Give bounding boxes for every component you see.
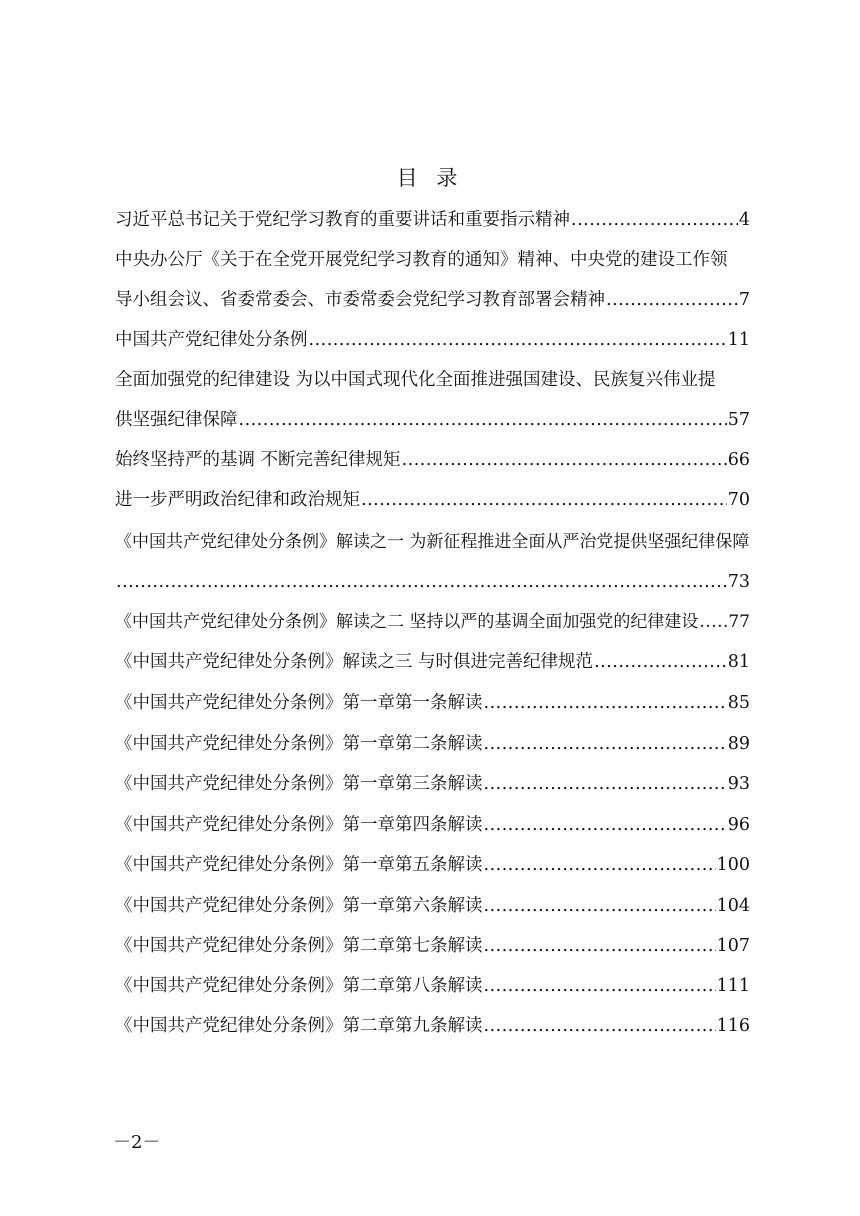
toc-entry-page: 81	[727, 652, 750, 672]
toc-entry-title: 始终坚持严的基调 不断完善纪律规矩	[115, 450, 401, 470]
toc-entry-title: 中国共产党纪律处分条例	[115, 330, 308, 350]
toc-entry-page: 96	[727, 815, 750, 835]
toc-entry[interactable]	[115, 886, 750, 926]
toc-entry[interactable]	[115, 200, 750, 240]
toc-leader-dots	[484, 724, 727, 764]
toc-entry-page: 104	[716, 896, 750, 916]
toc-leader-dots	[484, 805, 727, 845]
toc-leader-dots	[594, 642, 727, 682]
toc-entry[interactable]	[115, 1006, 750, 1046]
toc-entry-title: 《中国共产党纪律处分条例》第一章第五条解读	[115, 855, 483, 875]
toc-leader-dots	[116, 562, 727, 602]
toc-entry[interactable]	[115, 926, 750, 966]
toc-leader-dots	[484, 764, 727, 804]
toc-leader-dots	[571, 200, 738, 240]
toc-entry-title: 《中国共产党纪律处分条例》第一章第一条解读	[115, 693, 483, 713]
toc-entry[interactable]	[115, 320, 750, 360]
toc-entry-page: 89	[727, 734, 750, 754]
toc-entry-title: 《中国共产党纪律处分条例》第二章第九条解读	[115, 1016, 483, 1036]
toc-leader-dots	[484, 966, 716, 1006]
toc-entry[interactable]	[115, 764, 750, 804]
toc-entry-page: 77	[728, 612, 750, 632]
toc-entry-title-line2: 导小组会议、省委常委会、市委常委会党纪学习教育部署会精神	[115, 290, 605, 310]
toc-entry-title: 《中国共产党纪律处分条例》第一章第四条解读	[115, 815, 483, 835]
toc-leader-dots	[699, 602, 727, 642]
toc-leader-dots	[361, 480, 727, 520]
toc-entry-title: 《中国共产党纪律处分条例》解读之二 坚持以严的基调全面加强党的纪律建设	[115, 612, 699, 632]
toc-entry[interactable]	[115, 966, 750, 1006]
toc-leader-dots	[484, 683, 727, 723]
toc-leader-dots	[239, 400, 727, 440]
toc-leader-dots	[309, 320, 727, 360]
toc-entry-title-line2: 供坚强纪律保障	[115, 410, 238, 430]
page-title: 目 录	[396, 166, 464, 190]
toc-leader-dots	[484, 845, 716, 885]
toc-leader-dots	[484, 926, 716, 966]
toc-entry-page: 116	[716, 1016, 750, 1036]
toc-entry-title: 《中国共产党纪律处分条例》第二章第七条解读	[115, 936, 483, 956]
toc-entry-title: 《中国共产党纪律处分条例》解读之三 与时俱进完善纪律规范	[115, 652, 594, 672]
toc-entry[interactable]	[115, 602, 750, 642]
toc-entry-title: 《中国共产党纪律处分条例》第一章第三条解读	[115, 774, 483, 794]
toc-entry-page: 107	[716, 936, 750, 956]
toc-entry-page: 100	[716, 855, 750, 875]
toc-leader-dots	[606, 280, 738, 320]
toc-entry-title: 《中国共产党纪律处分条例》第二章第八条解读	[115, 976, 483, 996]
toc-entry[interactable]	[115, 845, 750, 885]
toc-entry-title-line1: 中央办公厅《关于在全党开展党纪学习教育的通知》精神、中央党的建设工作领	[115, 250, 728, 270]
toc-entry-title: 《中国共产党纪律处分条例》第一章第二条解读	[115, 734, 483, 754]
toc-entry[interactable]	[115, 360, 750, 440]
toc-entry-page: 7	[738, 290, 750, 310]
toc-entry[interactable]	[115, 724, 750, 764]
toc-entry-page: 70	[727, 490, 750, 510]
toc-entry-title-line1: 全面加强党的纪律建设 为以中国式现代化全面推进强国建设、民族复兴伟业提	[115, 370, 716, 390]
toc-entry-title: 《中国共产党纪律处分条例》第一章第六条解读	[115, 896, 483, 916]
toc-leader-dots	[402, 440, 727, 480]
toc-entry-page: 57	[727, 410, 750, 430]
toc-entry[interactable]	[115, 440, 750, 480]
toc-entry-title-line1: 《中国共产党纪律处分条例》解读之一 为新征程推进全面从严治党提供坚强纪律保障	[115, 532, 750, 552]
toc-entry-title: 习近平总书记关于党纪学习教育的重要讲话和重要指示精神	[115, 210, 570, 230]
toc-entry-page: 11	[727, 330, 750, 350]
toc-entry-page: 4	[738, 210, 750, 230]
toc-entry-page: 66	[727, 450, 750, 470]
toc-entry[interactable]	[115, 480, 750, 520]
toc-entry[interactable]	[115, 642, 750, 682]
page-number: －2－	[113, 1132, 161, 1153]
toc-leader-dots	[484, 886, 716, 926]
toc-entry[interactable]	[115, 683, 750, 723]
toc-entry-page: 73	[727, 572, 750, 592]
toc-entry[interactable]	[115, 240, 750, 320]
toc-entry-page: 111	[716, 976, 750, 996]
toc-entry-page: 85	[727, 693, 750, 713]
toc-leader-dots	[484, 1006, 716, 1046]
toc-entry[interactable]	[115, 522, 750, 602]
toc-entry[interactable]	[115, 805, 750, 845]
toc-entry-title: 进一步严明政治纪律和政治规矩	[115, 490, 360, 510]
toc-entry-page: 93	[727, 774, 750, 794]
